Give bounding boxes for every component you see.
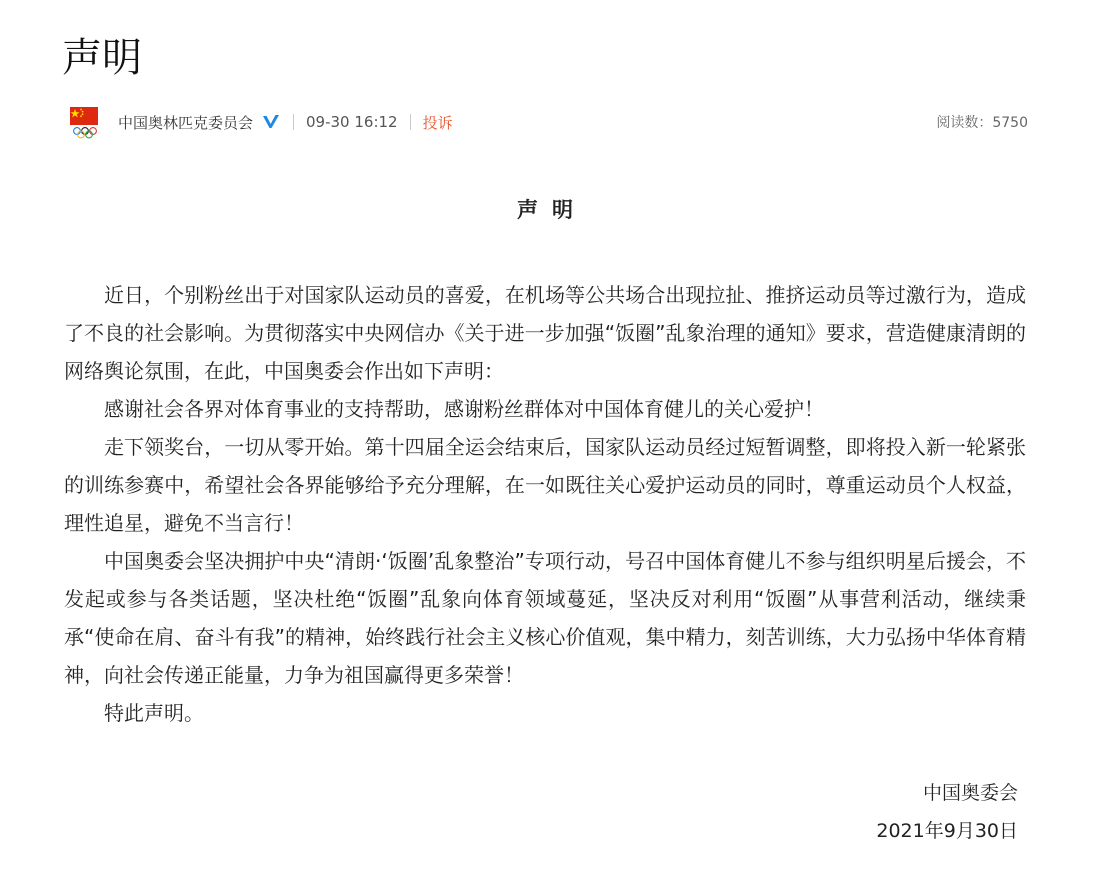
publish-time: 09-30 16:12 [306, 113, 398, 131]
read-count: 阅读数：5750 [936, 115, 1028, 131]
article-heading: 声明 [517, 198, 587, 222]
divider [293, 114, 294, 130]
divider [410, 114, 411, 130]
olympic-rings-icon [72, 127, 98, 139]
report-link[interactable]: 投诉 [422, 113, 453, 132]
china-flag [70, 107, 98, 125]
signature-date: 2021年9月30日 [876, 820, 1018, 842]
page-title: 声明 [62, 35, 142, 81]
avatar-flag-icon[interactable] [68, 105, 102, 139]
meta-bar [68, 104, 1028, 140]
verified-icon [261, 113, 281, 131]
article-body [64, 190, 1026, 732]
article-paragraph: 感谢社会各界对体育事业的支持帮助，感谢粉丝群体对中国体育健儿的关心爱护！ [104, 397, 824, 421]
flag-star-icon [70, 107, 98, 125]
signature-org: 中国奥委会 [922, 782, 1018, 804]
article-paragraph: 特此声明。 [104, 701, 204, 725]
article-paragraph: 走下领奖台，一切从零开始。第十四届全运会结束后，国家队运动员经过短暂调整，即将投入新一轮紧张的训练参赛中，希望社会各界能够给予充分理解，在一如既往关心爱护运动员的同时，尊重运动员个人权益，理性追星，避免不当言行！ [64, 435, 1026, 535]
account-name[interactable]: 中国奥林匹克委员会 [118, 113, 254, 132]
signature-block [876, 774, 1018, 850]
article-paragraph: 近日，个别粉丝出于对国家队运动员的喜爱，在机场等公共场合出现拉扯、推挤运动员等过激行为，造成了不良的社会影响。为贯彻落实中央网信办《关于进一步加强“饭圈”乱象治理的通知》要求，营造健康清朗的网络舆论氛围，在此，中国奥委会作出如下声明： [64, 283, 1026, 383]
article-paragraph: 中国奥委会坚决拥护中央“清朗·‘饭圈’乱象整治”专项行动，号召中国体育健儿不参与组织明星后援会，不发起或参与各类话题，坚决杜绝“饭圈”乱象向体育领域蔓延，坚决反对利用“饭圈”从事营利活动，继续秉承“使命在肩、奋斗有我”的精神，始终践行社会主义核心价值观，集中精力，刻苦训练，大力弘扬中华体育精神，向社会传递正能量，力争为祖国赢得更多荣誉！ [64, 549, 1026, 687]
